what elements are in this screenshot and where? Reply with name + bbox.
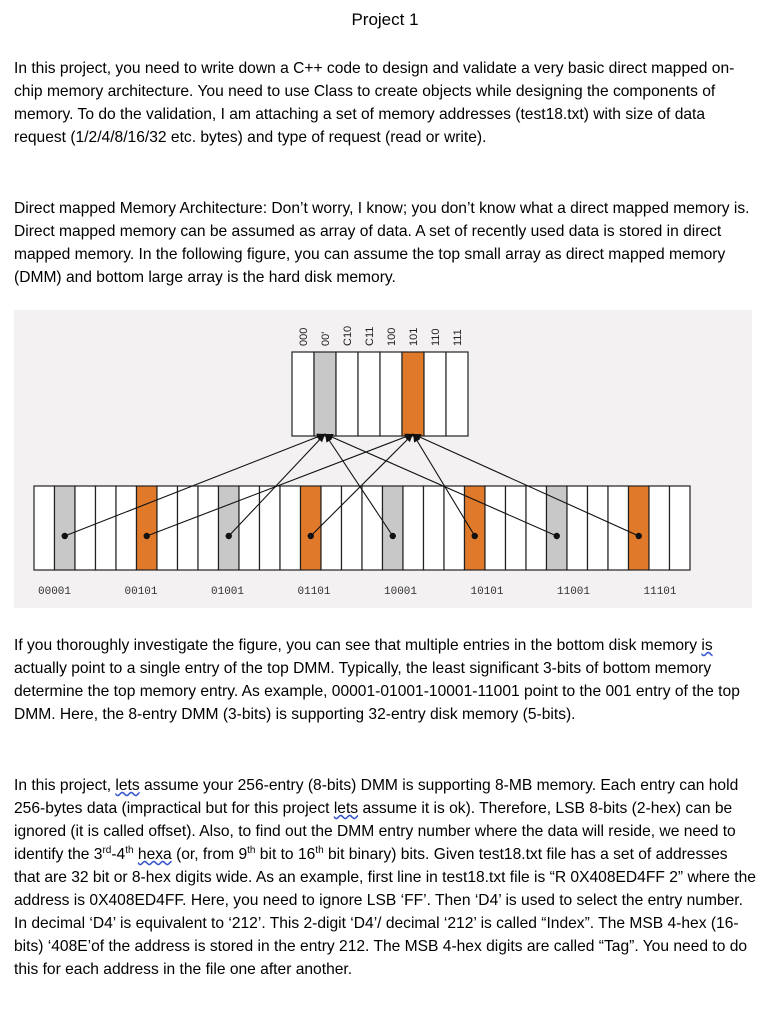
text-span: assume your 256-entry (8-bits) DMM is supporting 8-MB memory. Each entry can hold 256-bytes data (impractical but for this project: [14, 777, 739, 817]
disk-cell: [506, 486, 527, 570]
disk-cell: [321, 486, 342, 570]
disk-cell: [198, 486, 219, 570]
text-span: In this project,: [14, 777, 116, 794]
disk-cell: [260, 486, 281, 570]
disk-address-label: 00001: [38, 586, 72, 598]
disk-cell: [34, 486, 55, 570]
superscript: th: [247, 844, 256, 856]
disk-cell: [178, 486, 199, 570]
disk-address-label: 00101: [124, 586, 158, 598]
intro-paragraph: In this project, you need to write down a C++ code to design and validate a very basic direct mapped on-chip memory architecture. You need to use Class to create objects while designing the components of memory. To do the validation, I am attaching a set of memory addresses (test18.txt) with size of data request (1/2/4/8/16/32 etc. bytes) and type of request (read or write).: [14, 60, 735, 146]
disk-address-label: 11101: [643, 586, 677, 598]
arrow-origin-dot: [62, 533, 68, 539]
disk-cell: [670, 486, 691, 570]
dmm-entry-label: 00': [320, 331, 332, 346]
arrow-origin-dot: [144, 533, 150, 539]
superscript: rd: [102, 844, 112, 856]
text-span: If you thoroughly investigate the figure, you can see that multiple entries in the bottom disk memory: [14, 637, 702, 654]
text-span: -4: [111, 846, 126, 863]
disk-cell: [342, 486, 363, 570]
disk-address-label: 01101: [297, 586, 331, 598]
disk-cell: [280, 486, 301, 570]
disk-address-label: 11001: [557, 586, 591, 598]
disk-cell: [567, 486, 588, 570]
dmm-cell: [314, 352, 336, 436]
underlined-word: lets: [115, 777, 140, 794]
dmm-cell: [402, 352, 424, 436]
arrow-origin-dot: [472, 533, 478, 539]
arrow-origin-dot: [226, 533, 232, 539]
disk-cell: [649, 486, 670, 570]
disk-cell: [137, 486, 158, 570]
dmm-cell: [336, 352, 358, 436]
text-span: bit binary) bits. Given test18.txt file has a set of addresses that are 32 bit or 8-hex digits wide. As an example, first line in test18.txt file is “R 0X408ED4FF 2” where the address is 0X408ED4FF. Here, you need to ignore LSB ‘FF’. Then ‘D4’ is used to select the entry number. In decimal ‘D4’ is equivalent to ‘212’. This 2-digit ‘D4’/ decimal ‘212’ is called “Index”. The MSB 4-hex (16-bits) ‘408E’of the address is stored in the entry 212. The MSB 4-hex digits are called “Tag”. You need to do this for each address in the file one after another.: [14, 846, 756, 978]
disk-cell: [526, 486, 547, 570]
dmm-entry-label: 000: [298, 327, 310, 346]
dmm-entry-label: C10: [342, 325, 354, 346]
underlined-word: is: [701, 637, 713, 654]
disk-cell: [96, 486, 117, 570]
disk-cell: [444, 486, 465, 570]
arrow-origin-dot: [390, 533, 396, 539]
text-span: actually point to a single entry of the top DMM. Typically, the least significant 3-bits of bottom memory determine the top memory entry. As example, 00001-01001-10001-11001 point to the 001 entry of the top DMM. Here, the 8-entry DMM (3-bits) is supporting 32-entry disk memory (5-bits).: [14, 660, 740, 723]
document-title: Project 1: [351, 10, 419, 29]
text-span: (or, from 9: [171, 846, 248, 863]
project-requirements-paragraph: [14, 774, 756, 981]
disk-cell: [424, 486, 445, 570]
disk-address-label: 10101: [470, 586, 504, 598]
dmm-entry-label: 110: [430, 328, 442, 346]
disk-cell: [116, 486, 137, 570]
memory-diagram: [14, 310, 752, 608]
disk-cell: [362, 486, 383, 570]
disk-cell: [608, 486, 629, 570]
dmm-entry-label: 100: [386, 327, 398, 346]
text-span: assume it is ok). Therefore, LSB 8-bits (2-hex) can be ignored (it is called offset). Also, to find out the DMM entry number where the data will reside, we need to identify the 3: [14, 800, 736, 863]
text-span: bit to 16: [255, 846, 316, 863]
dmm-cell: [380, 352, 402, 436]
dmm-cell: [292, 352, 314, 436]
disk-address-label: 10001: [384, 586, 418, 598]
disk-cell: [301, 486, 322, 570]
dmm-cell: [358, 352, 380, 436]
figure-analysis-paragraph: [14, 634, 756, 726]
disk-cell: [239, 486, 260, 570]
superscript: th: [315, 844, 324, 856]
underlined-word: hexa: [137, 846, 172, 863]
disk-cell: [383, 486, 404, 570]
arrow-origin-dot: [636, 533, 642, 539]
disk-cell: [629, 486, 650, 570]
underlined-word: lets: [333, 800, 359, 817]
dmm-explanation-paragraph: Direct mapped Memory Architecture: Don’t worry, I know; you don’t know what a direct mapped memory is. Direct mapped memory can be assumed as array of data. A set of recently used data is stored in direct mapped memory. In the following figure, you can assume the top small array as direct mapped memory (DMM) and bottom large array is the hard disk memory.: [14, 200, 750, 286]
memory-mapping-figure: [14, 310, 752, 608]
dmm-cell: [446, 352, 468, 436]
disk-cell: [465, 486, 486, 570]
disk-cell: [55, 486, 76, 570]
arrow-origin-dot: [554, 533, 560, 539]
disk-cell: [403, 486, 424, 570]
dmm-entry-label: C11: [364, 326, 376, 346]
disk-cell: [588, 486, 609, 570]
superscript: th: [125, 844, 134, 856]
disk-cell: [485, 486, 506, 570]
dmm-entry-label: 111: [452, 329, 464, 346]
dmm-entry-label: 101: [408, 327, 420, 346]
dmm-cell: [424, 352, 446, 436]
disk-address-label: 01001: [211, 586, 245, 598]
arrow-origin-dot: [308, 533, 314, 539]
